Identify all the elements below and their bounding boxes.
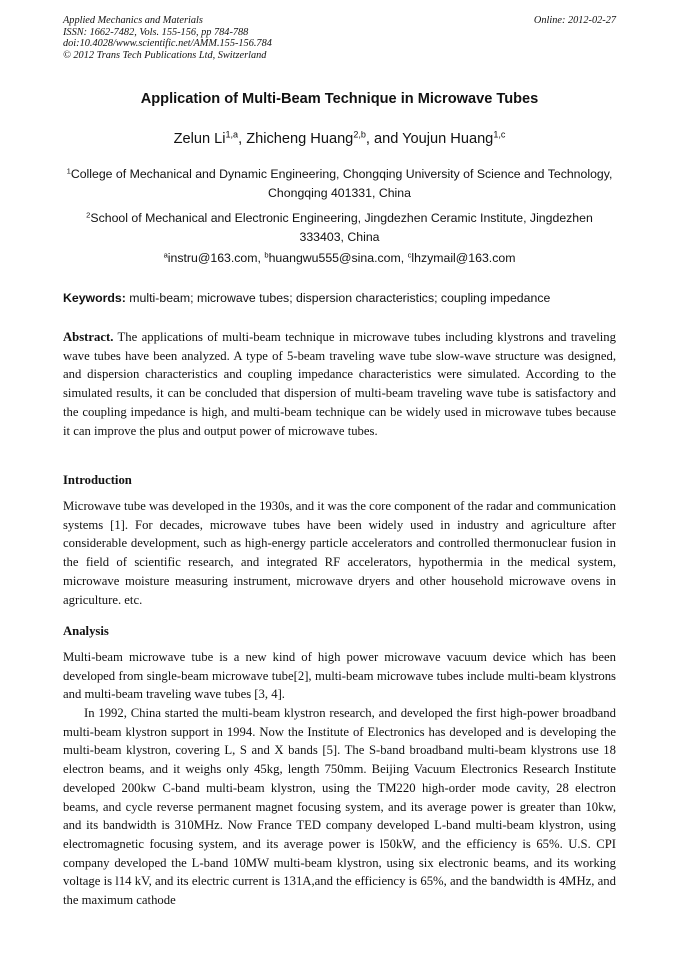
affiliation-superscript: 1 [66,166,71,176]
running-header [63,15,616,61]
affiliation-text: School of Mechanical and Electronic Engineering, Jingdezhen Ceramic Institute, Jingdezhen 333403, China [90,211,593,244]
email-list [63,251,616,265]
affiliation-text: College of Mechanical and Dynamic Engineering, Chongqing University of Science and Technology, Chongqing 401331, China [70,167,613,200]
email-separator: , [257,251,265,265]
affiliation-1 [63,165,616,202]
author-name: Zelun Li [173,131,226,147]
author-separator: , and [365,131,403,147]
analysis-paragraph-1: Multi-beam microwave tube is a new kind of high power microwave vacuum device which has been developed from single-beam microwave tube[2], multi-beam microwave tubes include multi-beam klystrons and multi-beam traveling wave tubes [3, 4]. [63,650,616,702]
keywords-text: multi-beam; microwave tubes; dispersion characteristics; coupling impedance [129,291,551,305]
email-address[interactable]: huangwu555@sina.com [268,251,401,265]
email-address[interactable]: lhzymail@163.com [411,251,516,265]
abstract-text: The applications of multi-beam technique in microwave tubes including klystrons and traveling wave tubes have been analyzed. A type of 5-beam traveling wave tube slow-wave structure was designed, and dispersion characteristics and coupling impedance characteristics were simulated. According to the simulated results, it can be concluded that dispersion of multi-beam traveling wave tube is satisfactory and the coupling impedance is high, and multi-beam technique can be widely used in microwave tubes because it can improve the plus and output power of microwave tubes. [63,330,616,438]
email-separator: , [400,251,408,265]
analysis-heading: Analysis [63,624,109,638]
author-superscript: 1,c [493,129,506,140]
email-superscript: b [264,250,269,260]
keywords-label: Keywords: [63,291,126,305]
doi-line: doi:10.4028/www.scientific.net/AMM.155-156.784 [63,38,272,50]
email-superscript: c [407,250,412,260]
abstract-label: Abstract. [63,330,114,344]
copyright-line: © 2012 Trans Tech Publications Ltd, Switzerland [63,49,267,61]
abstract-paragraph [63,328,616,440]
author-name: Zhicheng Huang [246,131,354,147]
journal-name: Applied Mechanics and Materials [63,15,203,26]
issn-line: ISSN: 1662-7482, Vols. 155-156, pp 784-788 [63,26,249,38]
author-superscript: 2,b [353,129,366,140]
email-superscript: a [163,250,168,260]
affiliation-2 [63,209,616,246]
introduction-paragraph: Microwave tube was developed in the 1930s, and it was the core component of the radar and communication systems [1]. For decades, microwave tubes have been widely used in industry and agriculture after considerable development, such as high-energy particle accelerators and controlled thermonuclear fusion in the field of scientific research, and integrated RF accelerators, hypothermia in the medical system, microwave moisture measuring instrument, microwave dryers and other household microwave ovens in agriculture. etc. [63,499,616,607]
author-list [63,131,616,147]
author-name: Youjun Huang [402,131,494,147]
author-separator: , [238,131,247,147]
email-address[interactable]: instru@163.com [167,251,258,265]
analysis-paragraph-2: In 1992, China started the multi-beam klystron research, and developed the first high-power broadband multi-beam klystron support in 1994. Now the Institute of Electronics has developed and is developing the multi-beam klystron, covering L, S and X bands [5]. The S-band broadband multi-beam klystrons use 18 electron beams, and it weighs only 45kg, length 750mm. Beijing Vacuum Electronics Research Institute developed 200kw C-band multi-beam klystron, using the TM220 high-order mode cavity, 28 electron beams, and cycle reverse permanent magnet focusing system, and its average power is greater than 10kw, and its bandwidth is 310MHz. Now France TED company developed L-band multi-beam klystron, using electromagnetic focusing system, and its average power is l50kW, and the efficiency is 65%. U.S. CPI company developed the L-band 10MW multi-beam klystron, using six electronic beams, and its working voltage is l14 kV, and its electric current is 131A,and the efficiency is 65%, and the bandwidth is 4MHz, and the maximum cathode [63,706,616,908]
introduction-heading: Introduction [63,473,132,487]
paper-title: Application of Multi-Beam Technique in Microwave Tubes [140,91,539,107]
online-date: Online: 2012-02-27 [533,15,616,26]
keywords-line [63,291,616,305]
affiliation-superscript: 2 [86,210,91,220]
author-superscript: 1,a [225,129,239,140]
